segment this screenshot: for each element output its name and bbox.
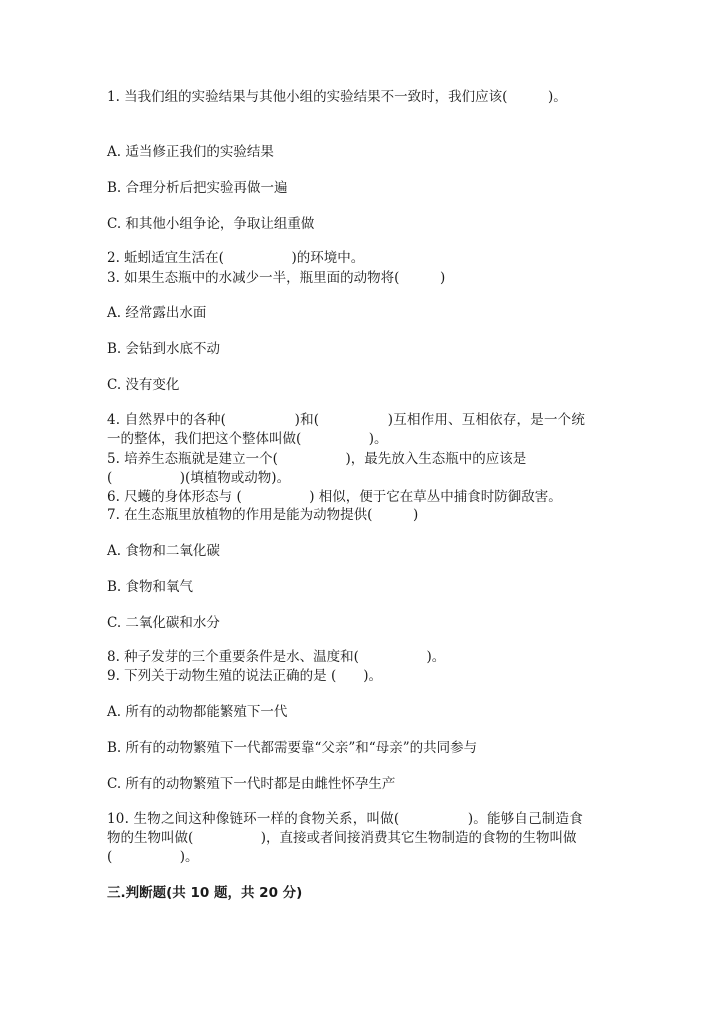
q6-stem: 6. 尺蠖的身体形态与 ( ) 相似，便于它在草丛中捕食时防御敌害。 [107, 489, 562, 505]
q3-option-b: B. 会钻到水底不动 [107, 341, 221, 357]
q4-line-2: 一的整体，我们把这个整体叫做( )。 [107, 431, 388, 447]
q9-option-c: C. 所有的动物繁殖下一代时都是由雌性怀孕生产 [107, 776, 396, 792]
q5-line-2: ( )(填植物或动物)。 [107, 470, 291, 486]
q8-stem: 8. 种子发芽的三个重要条件是水、温度和( )。 [107, 649, 446, 665]
q3-option-c: C. 没有变化 [107, 377, 180, 393]
q10-line-2: 物的生物叫做( )，直接或者间接消费其它生物制造的食物的生物叫做 [107, 830, 577, 846]
q7-option-a: A. 食物和二氧化碳 [107, 543, 220, 559]
q7-stem: 7. 在生态瓶里放植物的作用是能为动物提供( ) [107, 507, 419, 523]
section-3-heading: 三.判断题(共 10 题，共 20 分) [107, 885, 303, 901]
q3-stem: 3. 如果生态瓶中的水减少一半，瓶里面的动物将( ) [107, 270, 446, 286]
q7-option-b: B. 食物和氧气 [107, 579, 194, 595]
q1-stem: 1. 当我们组的实验结果与其他小组的实验结果不一致时，我们应该( )。 [107, 89, 567, 105]
q9-option-a: A. 所有的动物都能繁殖下一代 [107, 704, 288, 720]
q1-option-a: A. 适当修正我们的实验结果 [107, 144, 274, 160]
q2-stem: 2. 蚯蚓适宜生活在( )的环境中。 [107, 250, 365, 266]
q9-option-b: B. 所有的动物繁殖下一代都需要靠“父亲”和“母亲”的共同参与 [107, 740, 478, 756]
q10-line-3: ( )。 [107, 849, 199, 865]
q1-option-c: C. 和其他小组争论，争取让组重做 [107, 216, 315, 232]
q10-line-1: 10. 生物之间这种像链环一样的食物关系，叫做( )。能够自己制造食 [107, 811, 583, 827]
q3-option-a: A. 经常露出水面 [107, 305, 207, 321]
q1-option-b: B. 合理分析后把实验再做一遍 [107, 180, 288, 196]
q9-stem: 9. 下列关于动物生殖的说法正确的是 ( )。 [107, 668, 382, 684]
q5-line-1: 5. 培养生态瓶就是建立一个( )，最先放入生态瓶中的应该是 [107, 451, 527, 467]
q4-line-1: 4. 自然界中的各种( )和( )互相作用、互相依存，是一个统 [107, 412, 586, 428]
q7-option-c: C. 二氧化碳和水分 [107, 615, 220, 631]
